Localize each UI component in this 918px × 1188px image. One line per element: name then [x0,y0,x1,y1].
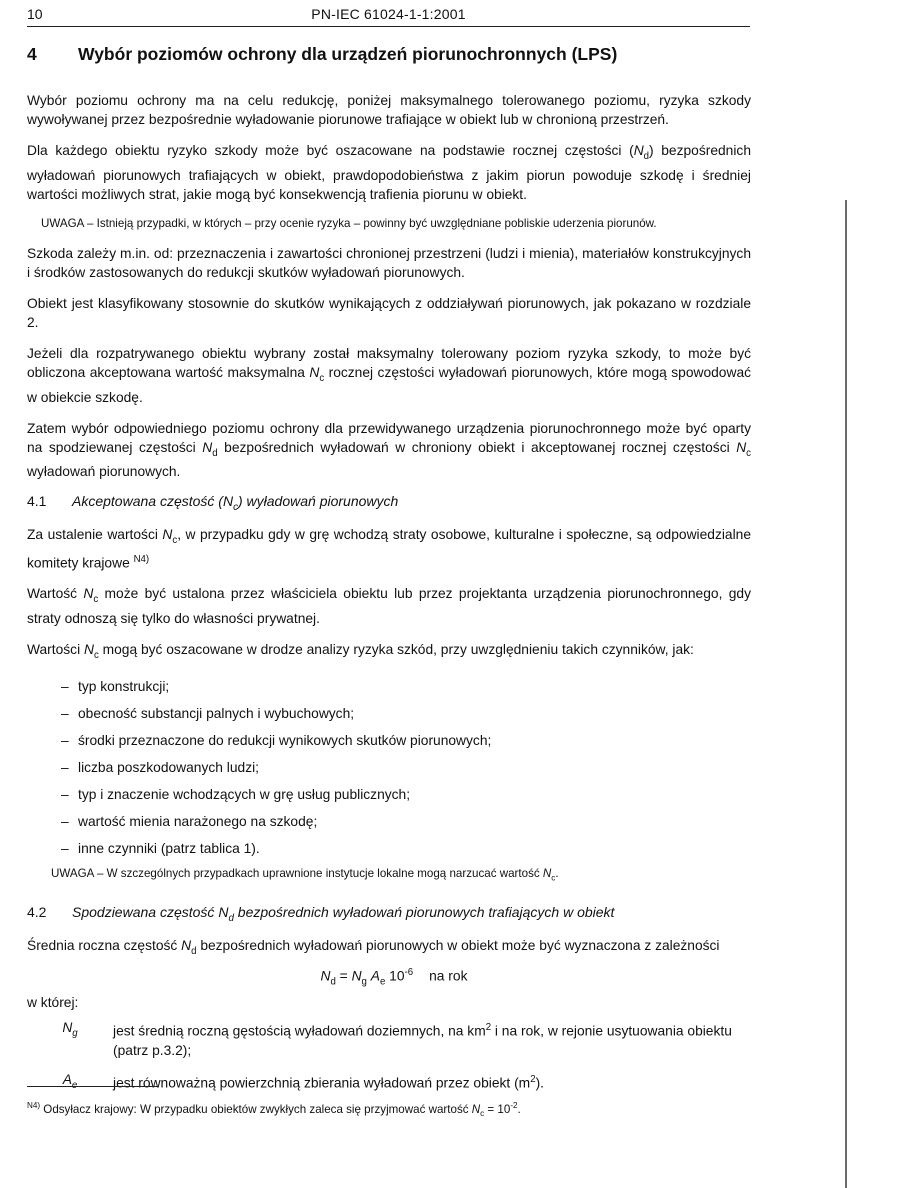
section-4-2-heading: 4.2 Spodziewana częstość $N_d$ bezpośrednich wyładowań piorunowych trafiających w obiekt [27,904,615,924]
section-4-heading: 4 Wybór poziomów ochrony dla urządzeń piorunochronnych (LPS) [27,44,618,64]
paragraph: Za ustalenie wartości $N_c$, w przypadku gdy w grę wchodzą straty osobowe, kulturalne i społeczne, są odpowiedzialne komitety krajowe $^{N4)}$ [27,527,751,571]
factor-list [27,677,751,858]
definition-ng: $N_g$ jest średnią roczną gęstością wyładowań doziemnych, na $km^2$ i na rok, w rejonie usytuowania obiektu (patrz p.3.2); [62,1020,732,1058]
definition-ae: $A_e$ jest równoważną powierzchnią zbierania wyładowań przez obiekt $(m^2)$. [62,1071,544,1091]
paragraph: Wybór poziomu ochrony ma na celu redukcję, poniżej maksymalnego tolerowanego poziomu, ryzyka szkody wywoływanej przez bezpośrednie wyładowanie piorunowe trafiające w obiekt lub w chronioną przestrzeń. [27,93,751,127]
list-item: – środki przeznaczone do redukcji wynikowych skutków piorunowych; [61,732,492,748]
formula: $N_d = N_g$ $A_e$ $10^{-6}$ na rok [320,966,468,988]
list-item: – obecność substancji palnych i wybuchowych; [61,705,355,721]
note: UWAGA – W szczególnych przypadkach uprawnione instytucje lokalne mogą narzucać wartość $N_c$. [51,866,559,883]
page-header [27,4,750,27]
paragraph: Średnia roczna częstość $N_d$ bezpośrednich wyładowań piorunowych w obiekt może być wyznaczona z zależności [27,938,720,957]
list-item: – liczba poszkodowanych ludzi; [61,759,259,775]
note: UWAGA – Istnieją przypadki, w których – przy ocenie ryzyka – powinny być uwzględniane pobliskie uderzenia piorunów. [41,216,657,230]
list-item: – wartość mienia narażonego na szkodę; [61,813,318,829]
paragraph: Szkoda zależy m.in. od: przeznaczenia i zawartości chronionej przestrzeni (ludzi i mienia), materiałów konstrukcyjnych i środków zastosowanych do redukcji skutków wyładowań piorunowych. [27,245,751,280]
section-4-title: Wybór poziomów ochrony dla urządzeń piorunochronnych (LPS) [78,44,618,64]
paragraph: Jeżeli dla rozpatrywanego obiektu wybrany został maksymalny tolerowany poziom ryzyka szkody, to może być obliczona akceptowana wartość maksymalna $N_c$ rocznej częstości wyładowań piorunowych, które mogą spowodować w obiekcie szkodę. [27,345,752,405]
paragraph: Dla każdego obiektu ryzyko szkody może być oszacowane na podstawie rocznej częstości $(N_d)$ bezpośrednich wyładowań piorunowych trafiających w obiekt, prawdopodobieństwa z jakim piorun powoduje szkodę i średniej wartości możliwych strat, jakie mogą być konsekwencją trafienia piorunu w obiekt. [27,143,751,202]
section-4-1-heading: 4.1 Akceptowana częstość $(N_c)$ wyładowań piorunowych [27,493,399,514]
where-label: w której: [27,995,79,1011]
footnote-separator [27,1086,159,1087]
paragraph: Zatem wybór odpowiedniego poziomu ochrony dla przewidywanego urządzenia piorunochronnego może być oparty na spodziewanej częstości $N_d$ bezpośrednich wyładowań w chroniony obiekt i akceptowanej rocznej częstości $N_c$ wyładowań piorunowych. [27,420,751,480]
page-edge-line [845,200,847,1188]
document-body [27,40,751,1104]
page-number: 10 [27,6,43,22]
list-item: – inne czynniki (patrz tablica 1). [61,840,260,856]
footnote-ref: N4) [133,553,150,565]
paragraph: Wartości $N_c$ mogą być oszacowane w drodze analizy ryzyka szkód, przy uwzględnieniu takich czynników, jak: [27,642,694,661]
list-item: – typ konstrukcji; [61,678,170,694]
standard-title: PN-IEC 61024-1-1:2001 [311,6,466,22]
paragraph: Wartość $N_c$ może być ustalona przez właściciela obiektu lub przez projektanta urządzenia piorunochronnego, gdy straty odnoszą się tylko do własności prywatnej. [27,586,751,627]
footnote: $^{N4)}$ Odsyłacz krajowy: W przypadku obiektów zwykłych zaleca się przyjmować wartość $N_c = 10^{-2}$. [27,1101,521,1119]
paragraph: Obiekt jest klasyfikowany stosownie do skutków wynikających z oddziaływań piorunowych, jak pokazano w rozdziale 2. [27,295,751,330]
list-item: – typ i znaczenie wchodzących w grę usług publicznych; [61,786,411,802]
